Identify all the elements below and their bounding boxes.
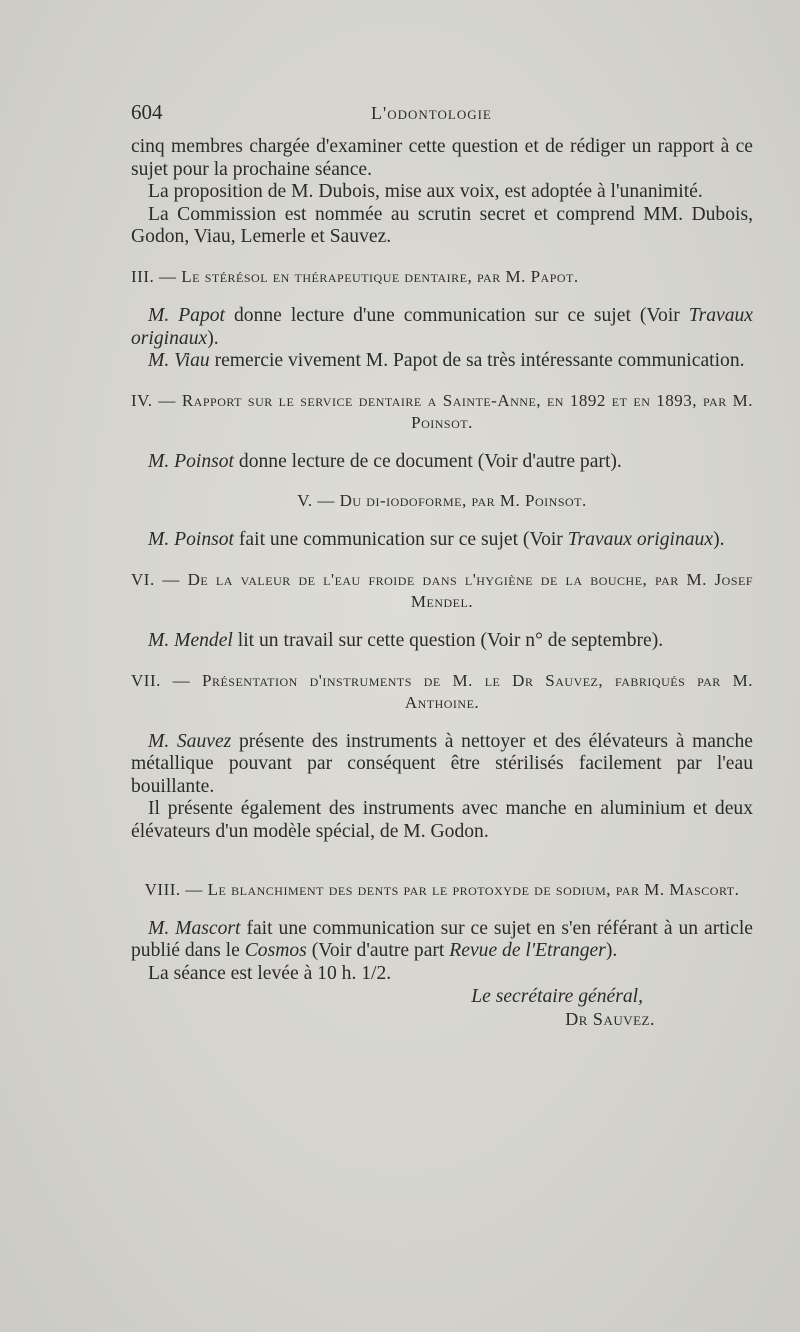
signature-title: [131, 985, 753, 1009]
section-heading-v: V. — Du di-iodoforme, par M. Poinsot.: [297, 491, 587, 511]
section-heading-vi: VI. — De la valeur de l'eau froide dans l'hygiène de la bouche, par M. Josef Mendel.: [131, 569, 753, 611]
reference-title: Travaux originaux: [131, 304, 754, 349]
signature-title-text: Le secrétaire général,: [471, 986, 643, 1008]
reference-title: Cosmos: [244, 940, 307, 962]
paragraph-text: fait une communication sur ce sujet en s'en référant à un article publié dans le: [131, 917, 753, 962]
signature-name: Dr Sauvez.: [565, 1009, 655, 1030]
section-heading-iv: IV. — Rapport sur le service dentaire a Sainte-Anne, en 1892 et en 1893, par M. Poinsot.: [131, 390, 753, 432]
speaker-name: M. Sauvez: [148, 730, 232, 752]
paragraph: [131, 529, 753, 552]
paragraph-text: remercie vivement M. Papot de sa très intéressante communication.: [209, 350, 745, 372]
paragraph: La proposition de M. Dubois, mise aux voix, est adoptée à l'unanimité.: [148, 181, 703, 203]
paragraph: [131, 305, 753, 350]
closing-line: La séance est levée à 10 h. 1/2.: [148, 962, 392, 984]
section-heading-vii: VII. — Présentation d'instruments de M. le Dr Sauvez, fabriqués par M. Anthoine.: [131, 670, 753, 712]
paragraph: [131, 350, 753, 373]
speaker-name: M. Mendel: [148, 629, 233, 651]
paragraph: cinq membres chargée d'examiner cette question et de rédiger un rapport à ce sujet pour la prochaine séance.: [131, 136, 753, 180]
paragraph: [131, 731, 753, 799]
speaker-name: M. Poinsot: [148, 450, 234, 472]
speaker-name: M. Viau: [148, 350, 210, 372]
section-heading-iii: III. — Le stérésol en thérapeutique dentaire, par M. Papot.: [131, 266, 579, 286]
paragraph-text: présente des instruments à nettoyer et des élévateurs à manche métallique pouvant par conséquent être stérilisés facilement par l'eau bouillante.: [131, 730, 753, 797]
speaker-name: M. Papot: [148, 304, 226, 326]
page-body: [131, 136, 753, 1030]
paragraph-text: ).: [605, 940, 618, 962]
paragraph-text: ).: [207, 327, 219, 349]
speaker-name: M. Mascort: [148, 917, 241, 939]
page-header: [131, 100, 751, 130]
paragraph-text: (Voir d'autre part: [306, 940, 450, 962]
page-number: 604: [131, 100, 163, 124]
paragraph: [131, 630, 753, 653]
paragraph-text: ).: [713, 529, 725, 551]
running-title: L'odontologie: [371, 103, 492, 123]
paragraph: La Commission est nommée au scrutin secret et comprend MM. Dubois, Godon, Viau, Lemerle et Sauvez.: [131, 203, 753, 248]
reference-title: Travaux originaux: [567, 529, 714, 551]
paragraph-text: donne lecture de ce document (Voir d'autre part).: [234, 450, 622, 472]
paragraph: [131, 918, 753, 963]
paragraph: [131, 451, 753, 474]
paragraph-text: lit un travail sur cette question (Voir n° de septembre).: [232, 629, 664, 651]
paragraph-text: fait une communication sur ce sujet (Voir: [234, 529, 568, 551]
reference-title: Revue de l'Etranger: [449, 940, 606, 962]
paragraph-text: donne lecture d'une communication sur ce sujet (Voir: [225, 304, 689, 326]
section-heading-viii: VIII. — Le blanchiment des dents par le protoxyde de sodium, par M. Mascort.: [144, 879, 740, 899]
paragraph: Il présente également des instruments avec manche en aluminium et deux élévateurs d'un modèle spécial, de M. Godon.: [131, 798, 753, 842]
speaker-name: M. Poinsot: [148, 529, 234, 551]
